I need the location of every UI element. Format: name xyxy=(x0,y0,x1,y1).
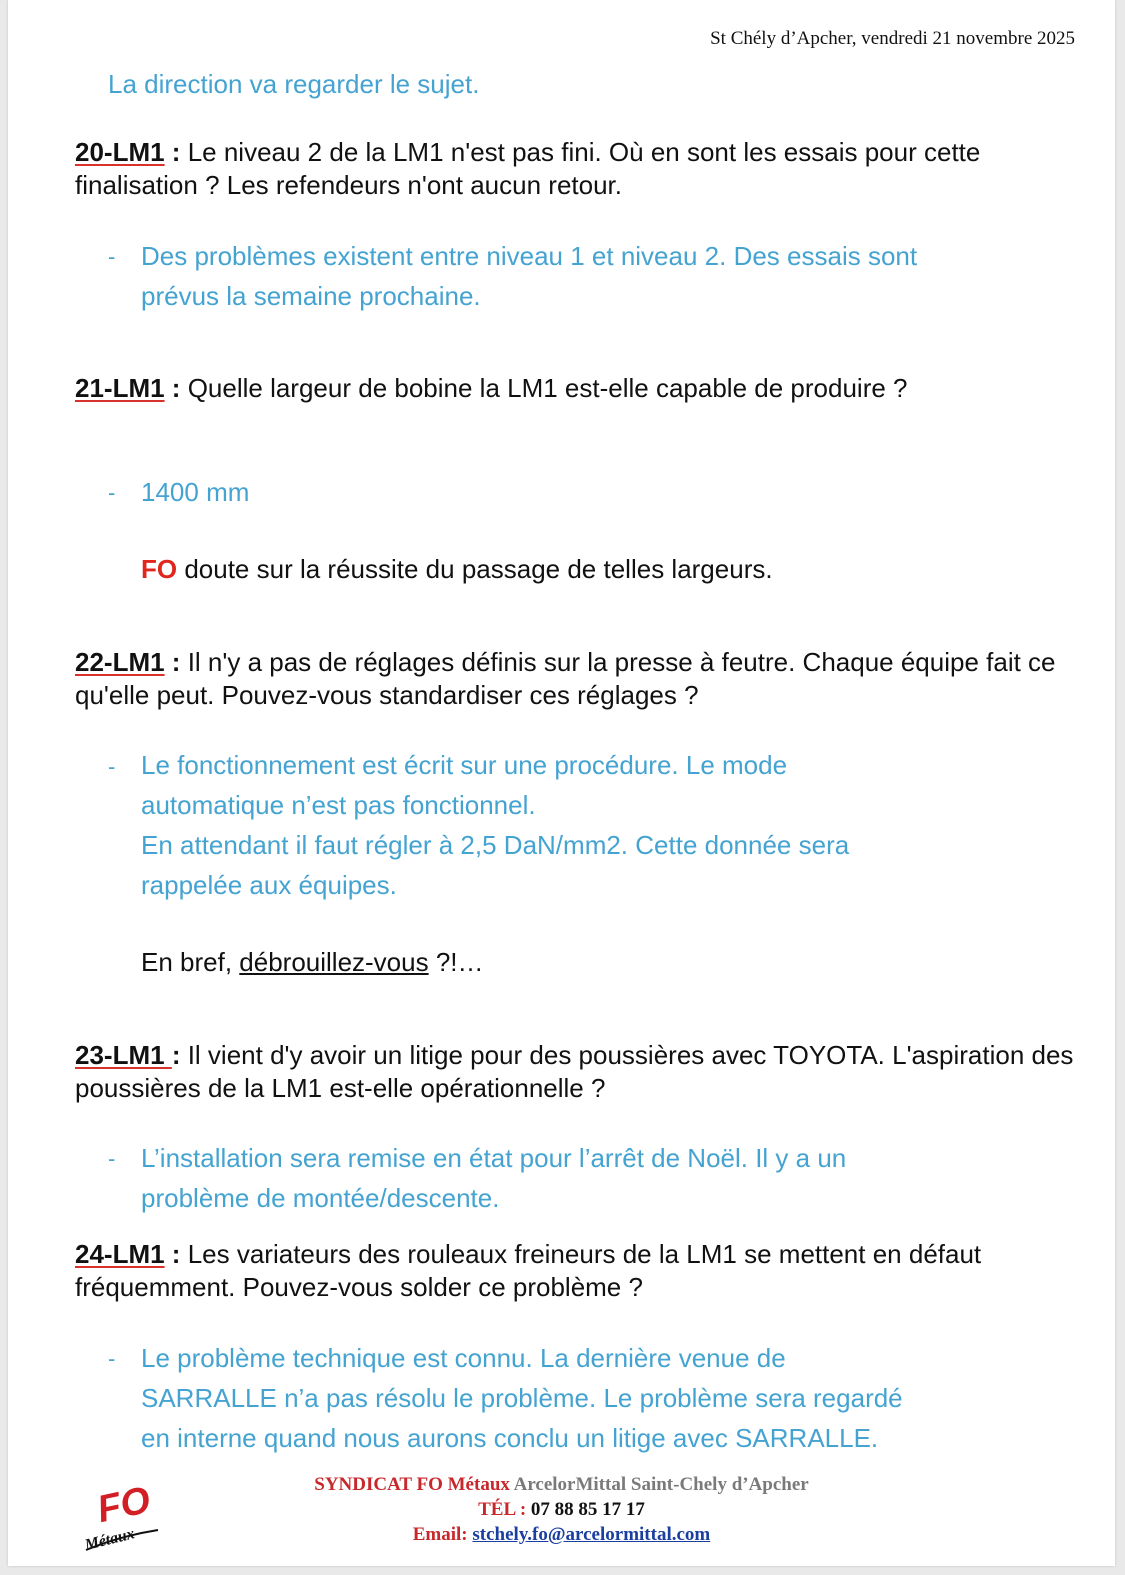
question-20 xyxy=(75,136,1075,202)
comment-suffix: ?!… xyxy=(428,947,484,977)
comment-22 xyxy=(141,946,484,979)
answer-20 xyxy=(141,236,1041,316)
bullet-dash: - xyxy=(108,1346,116,1371)
answer-line: prévus la semaine prochaine. xyxy=(141,281,481,311)
answer-line: Le problème technique est connu. La dernière venue de xyxy=(141,1343,786,1373)
bullet-dash: - xyxy=(108,480,116,505)
bullet-dash: - xyxy=(108,1146,116,1171)
question-separator: : xyxy=(164,137,181,167)
fo-label: FO xyxy=(141,554,178,584)
question-text: Quelle largeur de bobine la LM1 est-elle capable de produire ? xyxy=(180,373,908,403)
footer-tel-value: 07 88 85 17 17 xyxy=(530,1499,645,1520)
question-id: 21-LM1 xyxy=(75,373,165,403)
footer-email-label: Email: xyxy=(412,1524,473,1545)
answer-line: automatique n’est pas fonctionnel. xyxy=(141,790,536,820)
footer xyxy=(8,1472,1115,1547)
answer-line: en interne quand nous aurons conclu un litige avec SARRALLE. xyxy=(141,1423,879,1453)
footer-tel-line xyxy=(8,1497,1115,1522)
question-23 xyxy=(75,1039,1075,1105)
answer-line: 1400 mm xyxy=(141,477,250,507)
intro-answer: La direction va regarder le sujet. xyxy=(108,69,480,99)
comment-prefix: En bref, xyxy=(141,947,240,977)
question-id: 20-LM1 xyxy=(75,137,165,167)
answer-line: SARRALLE n’a pas résolu le problème. Le problème sera regardé xyxy=(141,1383,903,1413)
footer-org-red: SYNDICAT FO Métaux xyxy=(314,1474,510,1495)
answer-line: rappelée aux équipes. xyxy=(141,870,397,900)
answer-24 xyxy=(141,1338,1041,1458)
question-text: Il n'y a pas de réglages définis sur la presse à feutre. Chaque équipe fait ce qu'elle peut. Pouvez-vous standardiser ces réglages ? xyxy=(75,647,1056,710)
question-22 xyxy=(75,646,1075,712)
footer-tel-label: TÉL : xyxy=(478,1499,531,1520)
comment-underlined: débrouillez-vous xyxy=(239,947,429,977)
footer-org-line xyxy=(8,1472,1115,1497)
answer-21 xyxy=(141,472,1041,512)
answer-line: En attendant il faut régler à 2,5 DaN/mm2. Cette donnée sera xyxy=(141,830,850,860)
question-separator: : xyxy=(164,647,181,677)
logo-text: FO xyxy=(93,1479,155,1532)
question-separator: : xyxy=(171,1040,181,1070)
question-24 xyxy=(75,1238,1075,1304)
question-21 xyxy=(75,372,1075,405)
question-separator: : xyxy=(164,373,181,403)
comment-text: doute sur la réussite du passage de telles largeurs. xyxy=(177,554,773,584)
date-line: St Chély d’Apcher, vendredi 21 novembre 2025 xyxy=(710,28,1075,49)
answer-23 xyxy=(141,1138,1041,1218)
question-text: Les variateurs des rouleaux freineurs de la LM1 se mettent en défaut fréquemment. Pouvez-vous solder ce problème ? xyxy=(75,1239,982,1302)
question-id: 22-LM1 xyxy=(75,647,165,677)
answer-22 xyxy=(141,745,1041,905)
footer-email-link[interactable]: stchely.fo@arcelormittal.com xyxy=(472,1524,711,1545)
fo-comment-21 xyxy=(141,553,773,586)
answer-line: Des problèmes existent entre niveau 1 et niveau 2. Des essais sont xyxy=(141,241,918,271)
bullet-dash: - xyxy=(108,754,116,779)
question-text: Le niveau 2 de la LM1 n'est pas fini. Où en sont les essais pour cette finalisation ? Les refendeurs n'ont aucun retour. xyxy=(75,137,981,200)
logo-subtext: Métaux xyxy=(83,1525,137,1554)
document-page xyxy=(8,0,1115,1566)
question-id: 24-LM1 xyxy=(75,1239,165,1269)
question-text: Il vient d'y avoir un litige pour des poussières avec TOYOTA. L'aspiration des poussières de la LM1 est-elle opérationnelle ? xyxy=(75,1040,1074,1103)
answer-line: problème de montée/descente. xyxy=(141,1183,500,1213)
answer-line: L’installation sera remise en état pour l’arrêt de Noël. Il y a un xyxy=(141,1143,847,1173)
bullet-dash: - xyxy=(108,244,116,269)
answer-line: Le fonctionnement est écrit sur une procédure. Le mode xyxy=(141,750,788,780)
question-separator: : xyxy=(164,1239,181,1269)
footer-email-line xyxy=(8,1522,1115,1547)
question-id: 23-LM1 xyxy=(75,1040,172,1070)
footer-org-grey: ArcelorMittal Saint-Chely d’Apcher xyxy=(509,1474,809,1495)
